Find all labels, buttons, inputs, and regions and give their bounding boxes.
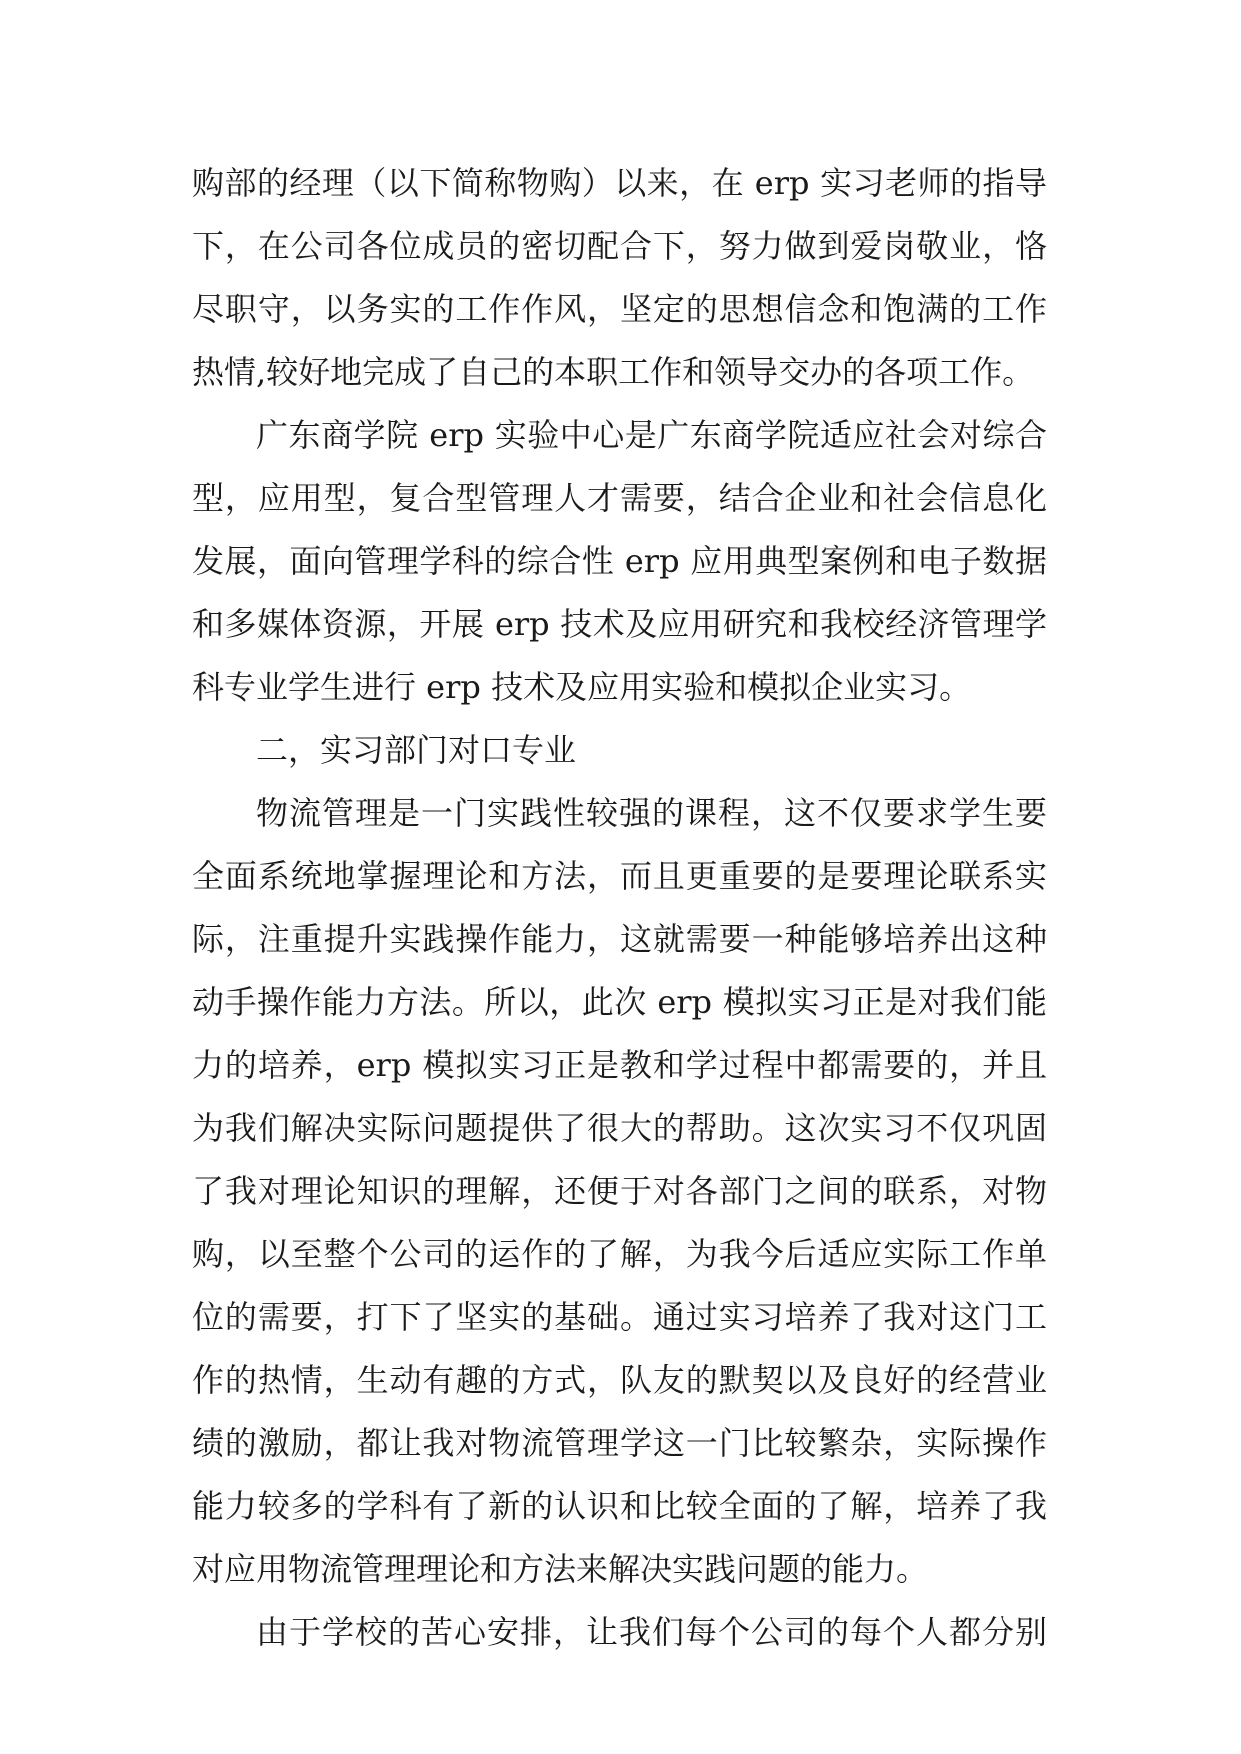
text-line: 对应用物流管理理论和方法来解决实践问题的能力。	[192, 1550, 929, 1588]
section-heading	[192, 719, 1047, 782]
text-line: 物流管理是一门实践性较强的课程，这不仅要求学生要	[256, 794, 1047, 832]
text-line: 由于学校的苦心安排，让我们每个公司的每个人都分别	[256, 1613, 1047, 1651]
text-line: 绩的激励，都让我对物流管理学这一门比较繁杂，实际操作	[192, 1424, 1047, 1462]
text-line: 购部的经理（以下简称物购）以来，在 erp 实习老师的指导	[192, 164, 1047, 202]
text-line: 广东商学院 erp 实验中心是广东商学院适应社会对综合	[256, 416, 1047, 454]
paragraph-3	[192, 782, 1047, 1601]
paragraph-2	[192, 404, 1047, 719]
text-line: 发展，面向管理学科的综合性 erp 应用典型案例和电子数据	[192, 542, 1047, 580]
text-line: 下，在公司各位成员的密切配合下，努力做到爱岗敬业，恪	[192, 227, 1047, 265]
text-line: 热情,较好地完成了自己的本职工作和领导交办的各项工作。	[192, 353, 1035, 391]
text-line: 尽职守，以务实的工作作风，坚定的思想信念和饱满的工作	[192, 290, 1047, 328]
text-line: 能力较多的学科有了新的认识和比较全面的了解，培养了我	[192, 1487, 1047, 1525]
document-page	[192, 152, 1047, 1664]
heading-line: 二，实习部门对口专业	[256, 731, 577, 769]
text-line: 全面系统地掌握理论和方法，而且更重要的是要理论联系实	[192, 857, 1047, 895]
text-line: 和多媒体资源，开展 erp 技术及应用研究和我校经济管理学	[192, 605, 1047, 643]
text-line: 为我们解决实际问题提供了很大的帮助。这次实习不仅巩固	[192, 1109, 1047, 1147]
text-line: 科专业学生进行 erp 技术及应用实验和模拟企业实习。	[192, 668, 972, 706]
text-line: 力的培养，erp 模拟实习正是教和学过程中都需要的，并且	[192, 1046, 1047, 1084]
text-line: 位的需要，打下了坚实的基础。通过实习培养了我对这门工	[192, 1298, 1047, 1336]
text-line: 购，以至整个公司的运作的了解，为我今后适应实际工作单	[192, 1235, 1047, 1273]
text-line: 动手操作能力方法。所以，此次 erp 模拟实习正是对我们能	[192, 983, 1047, 1021]
text-line: 型，应用型，复合型管理人才需要，结合企业和社会信息化	[192, 479, 1047, 517]
text-line: 了我对理论知识的理解，还便于对各部门之间的联系，对物	[192, 1172, 1047, 1210]
paragraph-1	[192, 152, 1047, 404]
text-line: 际，注重提升实践操作能力，这就需要一种能够培养出这种	[192, 920, 1047, 958]
paragraph-4	[192, 1601, 1047, 1664]
text-line: 作的热情，生动有趣的方式，队友的默契以及良好的经营业	[192, 1361, 1047, 1399]
